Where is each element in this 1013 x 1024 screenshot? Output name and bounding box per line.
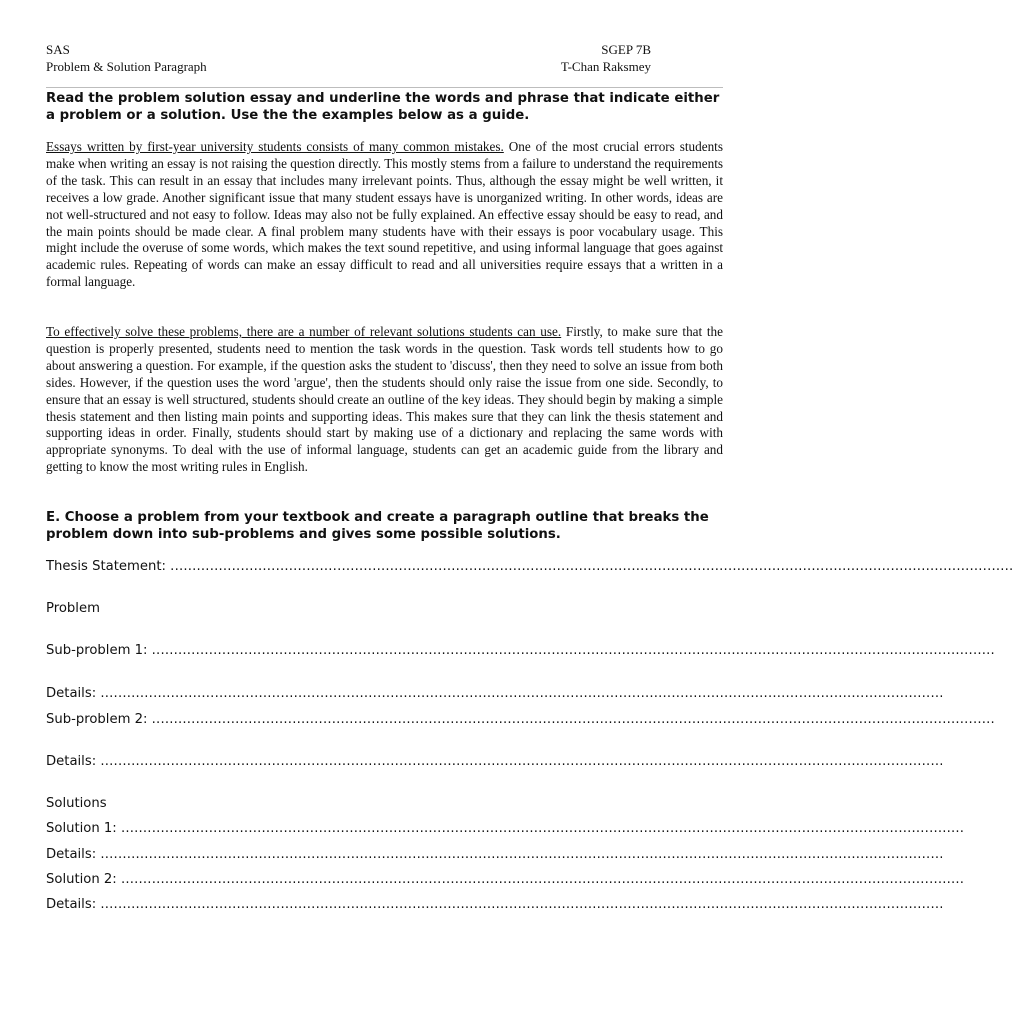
- details-1-row[interactable]: [46, 685, 944, 702]
- solution-1-label: Solution 1:: [46, 821, 117, 836]
- subproblem-1-blank[interactable]: ................................................................................................................................................................................................: [151, 643, 995, 658]
- subproblem-1-label: Sub-problem 1:: [46, 643, 148, 658]
- details-2-row[interactable]: [46, 753, 944, 770]
- problem-paragraph-body: One of the most crucial errors students make when writing an essay is not raising the question directly. This mostly stems from a failure to understand the requirements of the task. This can result in an essay that includes many irrelevant points. Thus, although the essay might be well written, it receives a low grade. Another significant issue that many student essays have is unorganized writing. In other words, ideas are not well-structured and not easy to follow. Ideas may also not be fully explained. An effective essay should be easy to read, and the main points should be made clear. A final problem many students have with their essays is poor vocabulary usage. This might include the overuse of some words, which makes the text sound repetitive, and using informal language that goes against academic rules. Repeating of words can make an essay difficult to read and all universities require essays that a written in a formal language.: [46, 139, 723, 290]
- details-2-label: Details:: [46, 754, 97, 769]
- subproblem-1-row[interactable]: [46, 642, 995, 659]
- details-1-blank[interactable]: ................................................................................................................................................................................................: [100, 686, 944, 701]
- details-3-blank[interactable]: ................................................................................................................................................................................................: [100, 847, 944, 862]
- header-row-2: [46, 59, 651, 75]
- problem-topic-sentence: Essays written by first-year university students consists of many common mistakes.: [46, 139, 504, 154]
- solution-1-blank[interactable]: ................................................................................................................................................................................................: [120, 821, 965, 836]
- header-school: SAS: [46, 42, 70, 57]
- details-3-row[interactable]: [46, 846, 944, 863]
- subproblem-2-row[interactable]: [46, 711, 995, 728]
- problem-heading: Problem: [46, 601, 100, 616]
- header-class: SGEP 7B: [601, 42, 651, 57]
- thesis-statement-row[interactable]: [46, 558, 1013, 575]
- instruction-underline: Read the problem solution essay and underline the words and phrase that indicate either a problem or a solution. Use the the examples below as a guide.: [46, 91, 720, 123]
- solution-2-row[interactable]: [46, 871, 965, 888]
- header-divider: [46, 87, 723, 88]
- header-row-1: [46, 42, 651, 58]
- details-4-label: Details:: [46, 897, 97, 912]
- solution-2-label: Solution 2:: [46, 872, 117, 887]
- solution-1-row[interactable]: [46, 820, 965, 837]
- details-2-blank[interactable]: ................................................................................................................................................................................................: [100, 754, 944, 769]
- solution-paragraph: [46, 324, 723, 476]
- header-teacher: T-Chan Raksmey: [560, 59, 651, 74]
- thesis-blank[interactable]: ................................................................................................................................................................................................: [170, 559, 1013, 574]
- details-3-label: Details:: [46, 847, 97, 862]
- subproblem-2-label: Sub-problem 2:: [46, 712, 148, 727]
- subproblem-2-blank[interactable]: ................................................................................................................................................................................................: [151, 712, 995, 727]
- solution-paragraph-body: Firstly, to make sure that the question is properly presented, students need to mention the task words in the question. Task words tell students how to go about answering a question. For example, if the question asks the student to 'discuss', then they need to solve an issue from both sides. However, if the question uses the word 'argue', then the students should only raise the issue from one side. Secondly, to ensure that an essay is well structured, students should create an outline of the key ideas. They should begin by making a simple thesis statement and then listing main points and supporting ideas. This makes sure that they can link the thesis statement and supporting ideas in order. Finally, students should start by making use of a dictionary and replacing the same words with appropriate synonyms. To deal with the use of informal language, students can get an academic guide from the library and getting to know the most writing rules in English.: [46, 324, 723, 475]
- instruction-outline: E. Choose a problem from your textbook and create a paragraph outline that breaks the problem down into sub-problems and gives some possible solutions.: [46, 510, 709, 542]
- details-4-blank[interactable]: ................................................................................................................................................................................................: [100, 897, 944, 912]
- header-topic: Problem & Solution Paragraph: [46, 59, 207, 74]
- thesis-label: Thesis Statement:: [46, 559, 166, 574]
- details-4-row[interactable]: [46, 896, 944, 913]
- solution-2-blank[interactable]: ................................................................................................................................................................................................: [120, 872, 965, 887]
- solutions-heading: Solutions: [46, 796, 107, 811]
- problem-paragraph: [46, 139, 723, 291]
- solution-topic-sentence: To effectively solve these problems, there are a number of relevant solutions students can use.: [46, 324, 562, 339]
- details-1-label: Details:: [46, 686, 97, 701]
